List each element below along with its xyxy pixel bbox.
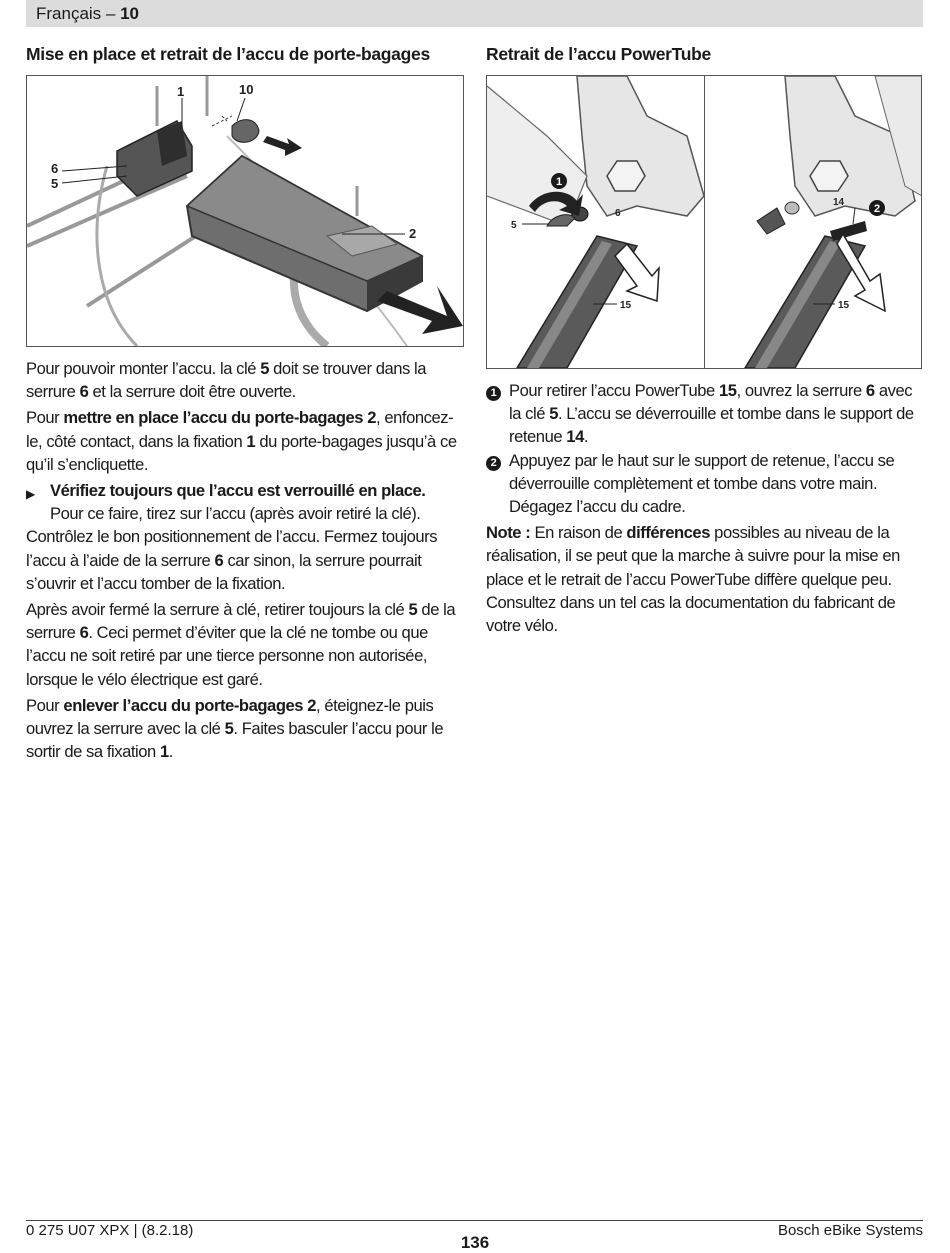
luggage-rack-battery-figure <box>26 75 464 347</box>
footer-page-number: 136 <box>460 1233 490 1252</box>
header-page-number: 10 <box>120 4 140 23</box>
fig-label-2: 2 <box>409 226 417 241</box>
footer-brand: Bosch eBike Systems <box>777 1222 923 1239</box>
paragraph-remove-key: Après avoir fermé la serrure à clé, retirer toujours la clé 5 de la serrure 6. Ceci permet d’éviter que la clé ne tombe ou que l’accu ne soit retiré par une tierce personne non autorisée, lorsque le vélo électrique est garé. <box>26 600 456 689</box>
footer-divider <box>26 1220 923 1221</box>
left-body <box>26 357 466 763</box>
triangle-bullet-icon: ▶ <box>26 487 35 502</box>
fig-label-15a: 15 <box>620 300 632 311</box>
header-language: Français – <box>36 4 121 23</box>
step-2-text: Appuyez par le haut sur le support de retenue, l’accu se déverrouille complètement et tombe dans votre main. Dégagez l’accu du cadre. <box>509 450 895 517</box>
left-column <box>26 44 466 766</box>
fig-step-1-marker: 1 <box>555 176 563 188</box>
warning-bold: Vérifiez toujours que l’accu est verrouillé en place. <box>50 481 426 501</box>
step-2-number: 2 <box>486 456 501 471</box>
paragraph-check-position: Contrôlez le bon positionnement de l’accu. Fermez toujours l’accu à l’aide de la serrure 6 car sinon, la serrure pourrait s’ouvrir et l’accu tomber de la fixation. <box>26 527 438 593</box>
fig-label-5: 5 <box>51 176 59 191</box>
fig-label-6: 6 <box>51 161 59 176</box>
step-2 <box>486 449 926 519</box>
step-1: 1 Pour retirer l’accu PowerTube 15, ouvrez la serrure 6 avec la clé 5. L’accu se déverrouille et tombe dans le support de retenue 14. <box>486 379 926 449</box>
fig-step-2-marker: 2 <box>873 203 881 215</box>
right-column <box>486 44 926 640</box>
paragraph-mount-key: Pour pouvoir monter l’accu. la clé 5 doit se trouver dans la serrure 6 et la serrure doit être ouverte. <box>26 359 427 402</box>
paragraph-insert-battery: Pour mettre en place l’accu du porte-bagages 2, enfoncez-le, côté contact, dans la fixation 1 du porte-bagages jusqu’à ce qu’il s’encliquette. <box>26 408 457 474</box>
warning-item <box>26 479 466 525</box>
luggage-rack-illustration <box>27 76 463 346</box>
warning-detail: Pour ce faire, tirez sur l’accu (après avoir retiré la clé). <box>50 504 421 524</box>
fig-label-10: 10 <box>239 82 254 97</box>
left-section-title: Mise en place et retrait de l’accu de porte-bagages <box>26 44 430 64</box>
paragraph-remove-battery: Pour enlever l’accu du porte-bagages 2, éteignez-le puis ouvrez la serrure avec la clé 5. Faites basculer l’accu pour le sortir de sa fixation 1. <box>26 695 444 762</box>
step-1-number: 1 <box>486 386 501 401</box>
powertube-step2-panel <box>705 76 922 368</box>
fig-label-5b: 5 <box>511 220 517 231</box>
footer-doc-ref: 0 275 U07 XPX | (8.2.18) <box>26 1222 194 1239</box>
fig-label-6b: 6 <box>615 208 621 219</box>
page-header <box>26 0 923 27</box>
note-paragraph: Note : En raison de différences possibles au niveau de la réalisation, il se peut que la marche à suivre pour la mise en place et le retrait de l’accu PowerTube diffère quelque peu. Consultez dans un tel cas la documentation du fabricant de votre vélo. <box>486 523 900 636</box>
powertube-figure <box>486 75 922 369</box>
fig-label-1: 1 <box>177 84 185 99</box>
powertube-step1-panel <box>487 76 705 368</box>
right-body <box>486 379 926 637</box>
fig-label-15b: 15 <box>838 300 850 311</box>
fig-label-14: 14 <box>833 197 845 208</box>
right-section-title: Retrait de l’accu PowerTube <box>486 44 711 64</box>
